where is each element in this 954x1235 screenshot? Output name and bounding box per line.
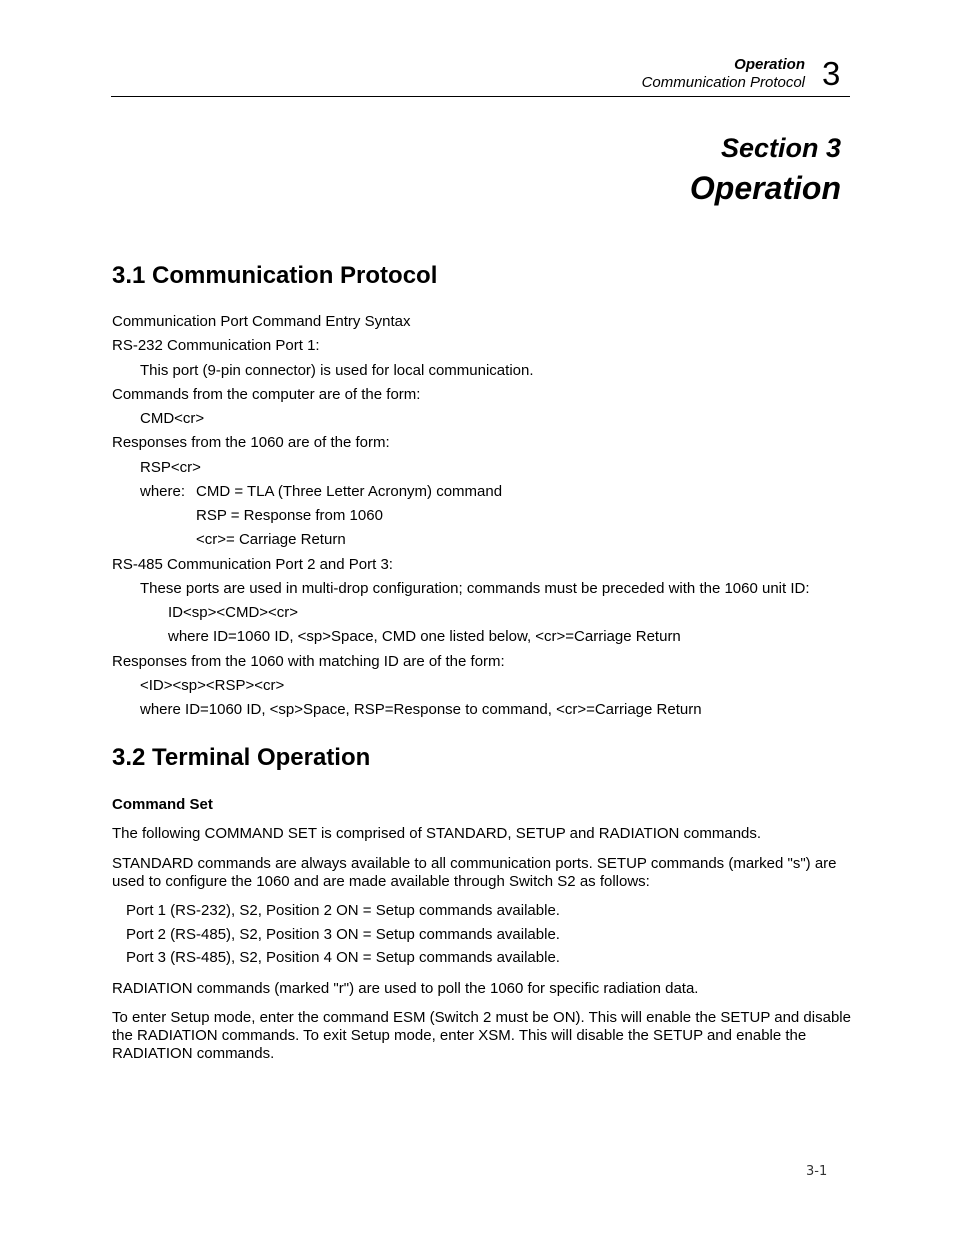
body-line: where ID=1060 ID, <sp>Space, RSP=Response to command, <cr>=Carriage Return: [140, 701, 702, 718]
body-line: CMD = TLA (Three Letter Acronym) command: [196, 483, 503, 500]
body-line: RS-485 Communication Port 2 and Port 3:: [112, 556, 393, 573]
body-line: Responses from the 1060 with matching ID are of the form:: [112, 653, 505, 670]
body-line: Commands from the computer are of the form:: [112, 386, 421, 403]
port-list-item: Port 3 (RS-485), S2, Position 4 ON = Setup commands available.: [126, 949, 560, 966]
body-line: where ID=1060 ID, <sp>Space, CMD one listed below, <cr>=Carriage Return: [168, 628, 681, 645]
body-line: These ports are used in multi-drop configuration; commands must be preceded with the 1060 unit ID:: [140, 580, 810, 597]
section-label: Section 3: [720, 133, 841, 163]
running-header-title: Operation: [734, 56, 805, 73]
page-number: 3-1: [806, 1164, 828, 1179]
body-line: RSP<cr>: [140, 459, 201, 476]
body-line: RSP = Response from 1060: [196, 507, 383, 524]
body-line: CMD<cr>: [140, 410, 205, 427]
port-list-item: Port 2 (RS-485), S2, Position 3 ON = Setup commands available.: [126, 926, 560, 943]
header-rule: [111, 96, 850, 97]
heading-terminal-operation: 3.2 Terminal Operation: [112, 744, 371, 771]
paragraph: To enter Setup mode, enter the command ESM (Switch 2 must be ON). This will enable the SETUP and disable the RADIATION commands. To exit Setup mode, enter XSM. This will disable the SETUP and enable the RADIATION commands.: [112, 1009, 851, 1062]
body-line: Responses from the 1060 are of the form:: [112, 434, 390, 451]
heading-communication-protocol: 3.1 Communication Protocol: [112, 262, 438, 289]
paragraph: The following COMMAND SET is comprised of STANDARD, SETUP and RADIATION commands.: [112, 825, 762, 842]
port-list-item: Port 1 (RS-232), S2, Position 2 ON = Setup commands available.: [126, 902, 560, 919]
body-line: where:: [140, 483, 186, 500]
paragraph: RADIATION commands (marked "r") are used to poll the 1060 for specific radiation data.: [112, 980, 699, 997]
body-line: <ID><sp><RSP><cr>: [140, 677, 285, 694]
body-line: Communication Port Command Entry Syntax: [112, 313, 411, 330]
body-line: This port (9-pin connector) is used for local communication.: [140, 362, 534, 379]
running-header-subtitle: Communication Protocol: [641, 74, 805, 91]
paragraph: STANDARD commands are always available to all communication ports. SETUP commands (marked "s") are used to configure the 1060 and are made available through Switch S2 as follows:: [112, 855, 837, 890]
chapter-number: 3: [822, 55, 841, 92]
body-line: <cr>= Carriage Return: [196, 531, 346, 548]
body-line: RS-232 Communication Port 1:: [112, 337, 320, 354]
body-line: ID<sp><CMD><cr>: [168, 604, 299, 621]
section-name: Operation: [689, 170, 841, 206]
subheading-command-set: Command Set: [112, 796, 213, 813]
